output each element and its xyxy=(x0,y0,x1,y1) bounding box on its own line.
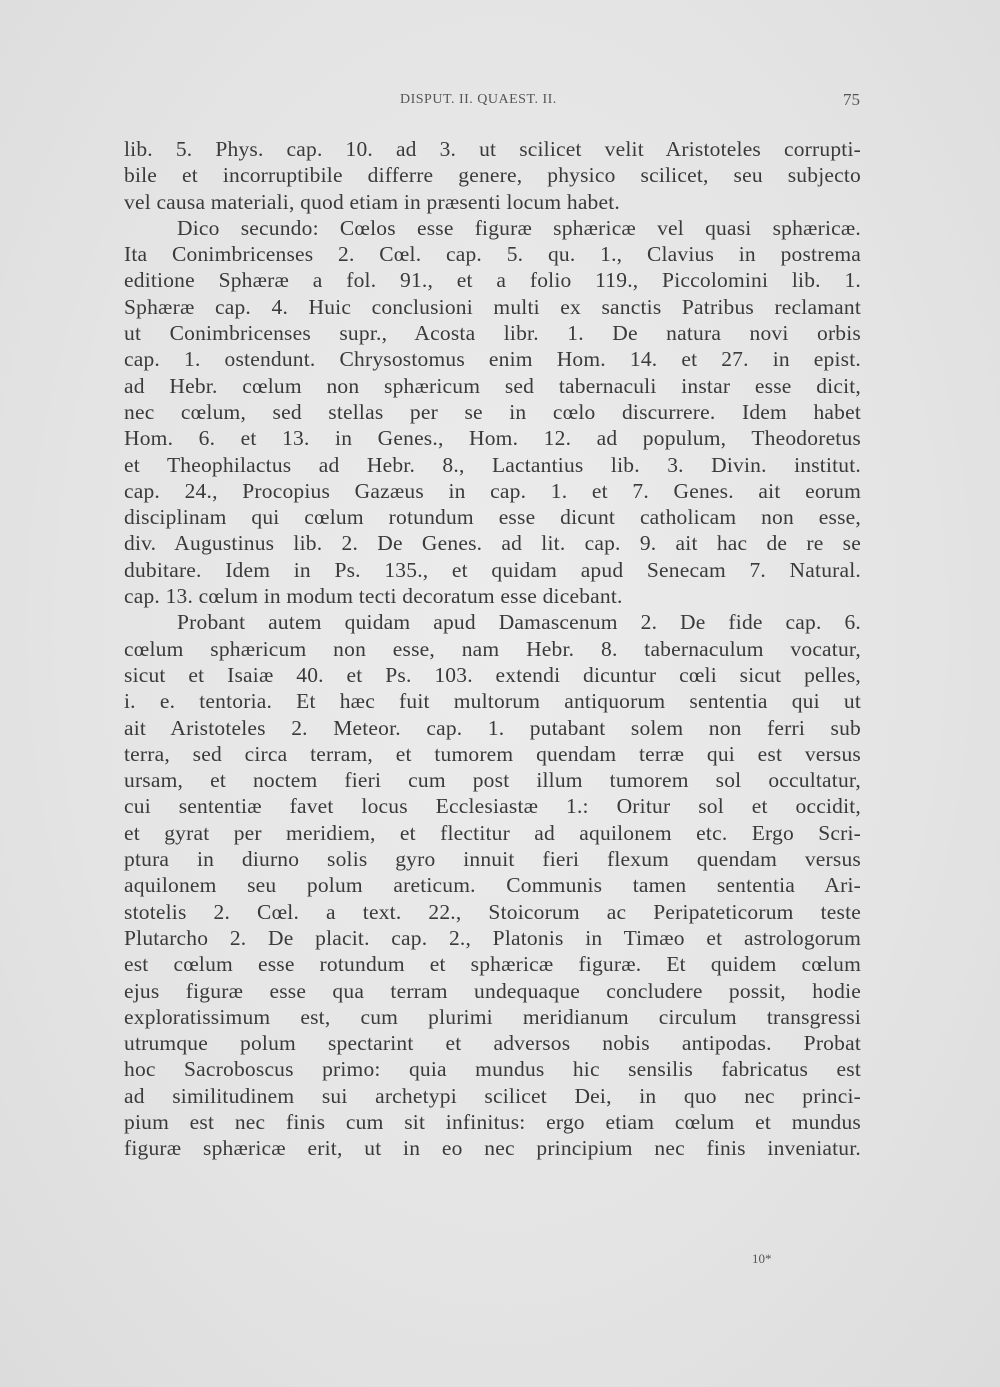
text-line: cap. 1. ostendunt. Chrysostomus enim Hom. 14. et 27. in epist. xyxy=(124,347,861,372)
running-title: DISPUT. II. QUAEST. II. xyxy=(400,92,557,107)
text-line: editione Sphæræ a fol. 91., et a folio 119., Piccolomini lib. 1. xyxy=(124,268,861,293)
text-line: est cœlum esse rotundum et sphæricæ figuræ. Et quidem cœlum xyxy=(124,952,861,977)
text-line: ursam, et noctem fieri cum post illum tumorem sol occultatur, xyxy=(124,768,861,793)
text-line: Dico secundo: Cœlos esse figuræ sphæricæ vel quasi sphæricæ. xyxy=(177,215,861,240)
text-line: bile et incorruptibile differre genere, physico scilicet, seu subjecto xyxy=(124,163,861,188)
text-line: Hom. 6. et 13. in Genes., Hom. 12. ad populum, Theodoretus xyxy=(124,426,861,451)
text-line: i. e. tentoria. Et hæc fuit multorum antiquorum sententia qui ut xyxy=(124,689,861,714)
text-line: Plutarcho 2. De placit. cap. 2., Platonis in Timæo et astrologorum xyxy=(124,925,861,950)
text-line: ut Conimbricenses supr., Acosta libr. 1. De natura novi orbis xyxy=(124,321,861,346)
text-line: ad similitudinem sui archetypi scilicet Dei, in quo nec princi- xyxy=(124,1083,861,1108)
text-line: ptura in diurno solis gyro innuit fieri flexum quendam versus xyxy=(124,847,861,872)
text-line: hoc Sacroboscus primo: quia mundus hic sensilis fabricatus est xyxy=(124,1057,861,1082)
text-line: nec cœlum, sed stellas per se in cœlo discurrere. Idem habet xyxy=(124,399,861,424)
text-line: pium est nec finis cum sit infinitus: ergo etiam cœlum et mundus xyxy=(124,1109,861,1134)
text-line: Sphæræ cap. 4. Huic conclusioni multi ex sanctis Patribus reclamant xyxy=(124,294,861,319)
text-line: stotelis 2. Cœl. a text. 22., Stoicorum ac Peripateticorum teste xyxy=(124,899,861,924)
text-line: figuræ sphæricæ erit, ut in eo nec principium nec finis inveniatur. xyxy=(124,1136,861,1161)
text-line: cœlum sphæricum non esse, nam Hebr. 8. tabernaculum vocatur, xyxy=(124,636,861,661)
text-line: aquilonem seu polum areticum. Communis tamen sententia Ari- xyxy=(124,873,861,898)
text-line: vel causa materiali, quod etiam in præsenti locum habet. xyxy=(124,189,620,214)
text-line: div. Augustinus lib. 2. De Genes. ad lit. cap. 9. ait hac de re se xyxy=(124,531,861,556)
text-line: et Theophilactus ad Hebr. 8., Lactantius lib. 3. Divin. institut. xyxy=(124,452,861,477)
text-line: utrumque polum spectarint et adversos nobis antipodas. Probat xyxy=(124,1031,861,1056)
text-line: sicut et Isaiæ 40. et Ps. 103. extendi dicuntur cœli sicut pelles, xyxy=(124,662,861,687)
text-line: exploratissimum est, cum plurimi meridianum circulum transgressi xyxy=(124,1004,861,1029)
text-line: ad Hebr. cœlum non sphæricum sed tabernaculi instar esse dicit, xyxy=(124,373,861,398)
signature-mark: 10* xyxy=(752,1251,772,1266)
text-line: cui sententiæ favet locus Ecclesiastæ 1.: Oritur sol et occidit, xyxy=(124,794,861,819)
text-line: dubitare. Idem in Ps. 135., et quidam apud Senecam 7. Natural. xyxy=(124,557,861,582)
text-line: Probant autem quidam apud Damascenum 2. De fide cap. 6. xyxy=(177,610,861,635)
body-text xyxy=(124,136,861,1162)
text-line: et gyrat per meridiem, et flectitur ad aquilonem etc. Ergo Scri- xyxy=(124,820,861,845)
text-line: terra, sed circa terram, et tumorem quendam terræ qui est versus xyxy=(124,741,861,766)
page-number: 75 xyxy=(843,90,860,109)
text-line: cap. 13. cœlum in modum tecti decoratum esse dicebant. xyxy=(124,584,623,609)
text-line: disciplinam qui cœlum rotundum esse dicunt catholicam non esse, xyxy=(124,505,861,530)
text-line: Ita Conimbricenses 2. Cœl. cap. 5. qu. 1., Clavius in postrema xyxy=(124,242,861,267)
text-line: cap. 24., Procopius Gazæus in cap. 1. et 7. Genes. ait eorum xyxy=(124,478,861,503)
running-head xyxy=(120,92,860,112)
text-line: ejus figuræ esse qua terram undequaque concludere possit, hodie xyxy=(124,978,861,1003)
text-line: ait Aristoteles 2. Meteor. cap. 1. putabant solem non ferri sub xyxy=(124,715,861,740)
text-line: lib. 5. Phys. cap. 10. ad 3. ut scilicet velit Aristoteles corrupti- xyxy=(124,137,861,161)
